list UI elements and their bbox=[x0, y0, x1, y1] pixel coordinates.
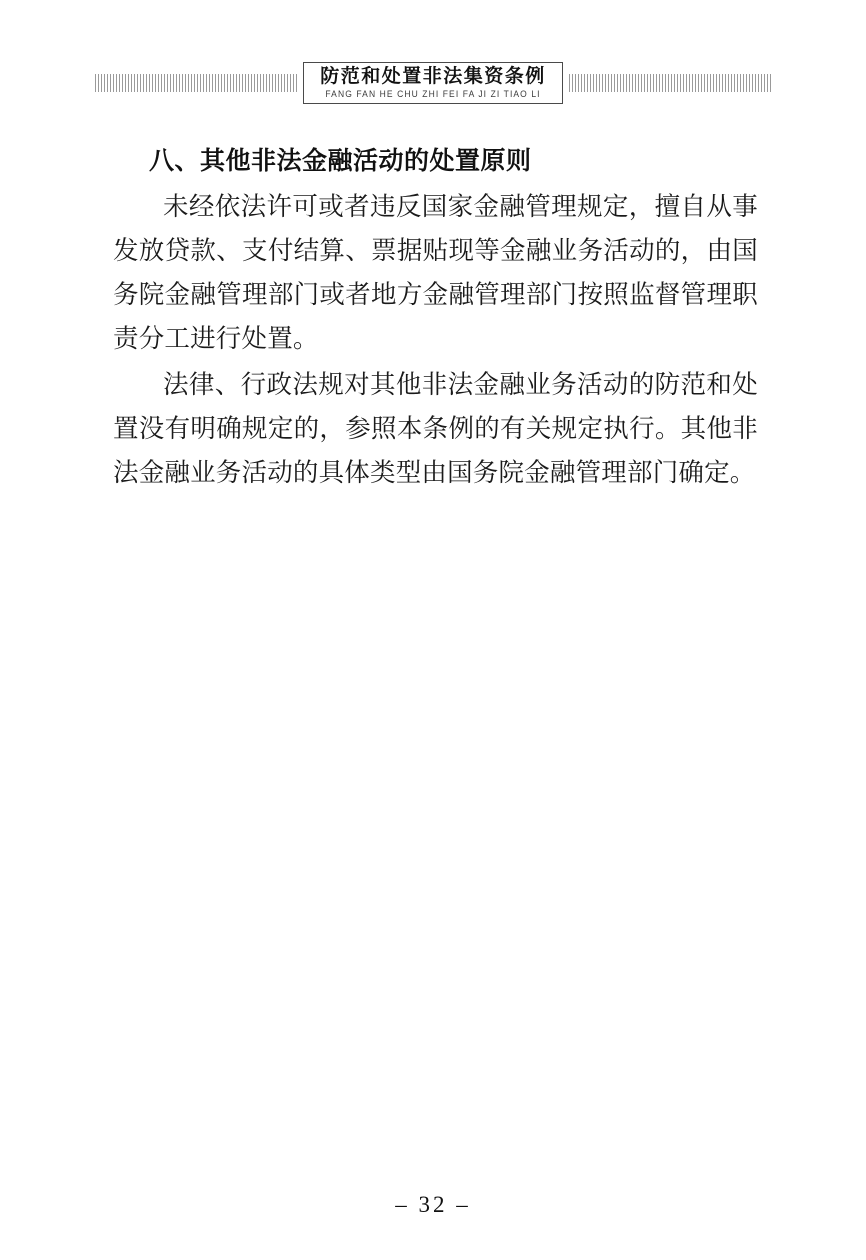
page-number: – 32 – bbox=[395, 1192, 471, 1217]
header-title-pinyin: FANG FAN HE CHU ZHI FEI FA JI ZI TIAO LI bbox=[325, 88, 541, 99]
header-rule-right bbox=[569, 74, 771, 92]
body-paragraph: 未经依法许可或者违反国家金融管理规定，擅自从事发放贷款、支付结算、票据贴现等金融业务活动的，由国务院金融管理部门或者地方金融管理部门按照监督管理职责分工进行处置。 bbox=[113, 191, 758, 353]
page-content bbox=[113, 145, 758, 495]
header-title-chinese: 防范和处置非法集资条例 bbox=[320, 65, 546, 87]
running-head bbox=[95, 60, 771, 106]
section-heading: 八、其他非法金融活动的处置原则 bbox=[149, 148, 532, 175]
header-title-box bbox=[303, 62, 563, 105]
body-paragraph: 法律、行政法规对其他非法金融业务活动的防范和处置没有明确规定的，参照本条例的有关规定执行。其他非法金融业务活动的具体类型由国务院金融管理部门确定。 bbox=[113, 369, 758, 487]
header-rule-left bbox=[95, 74, 297, 92]
